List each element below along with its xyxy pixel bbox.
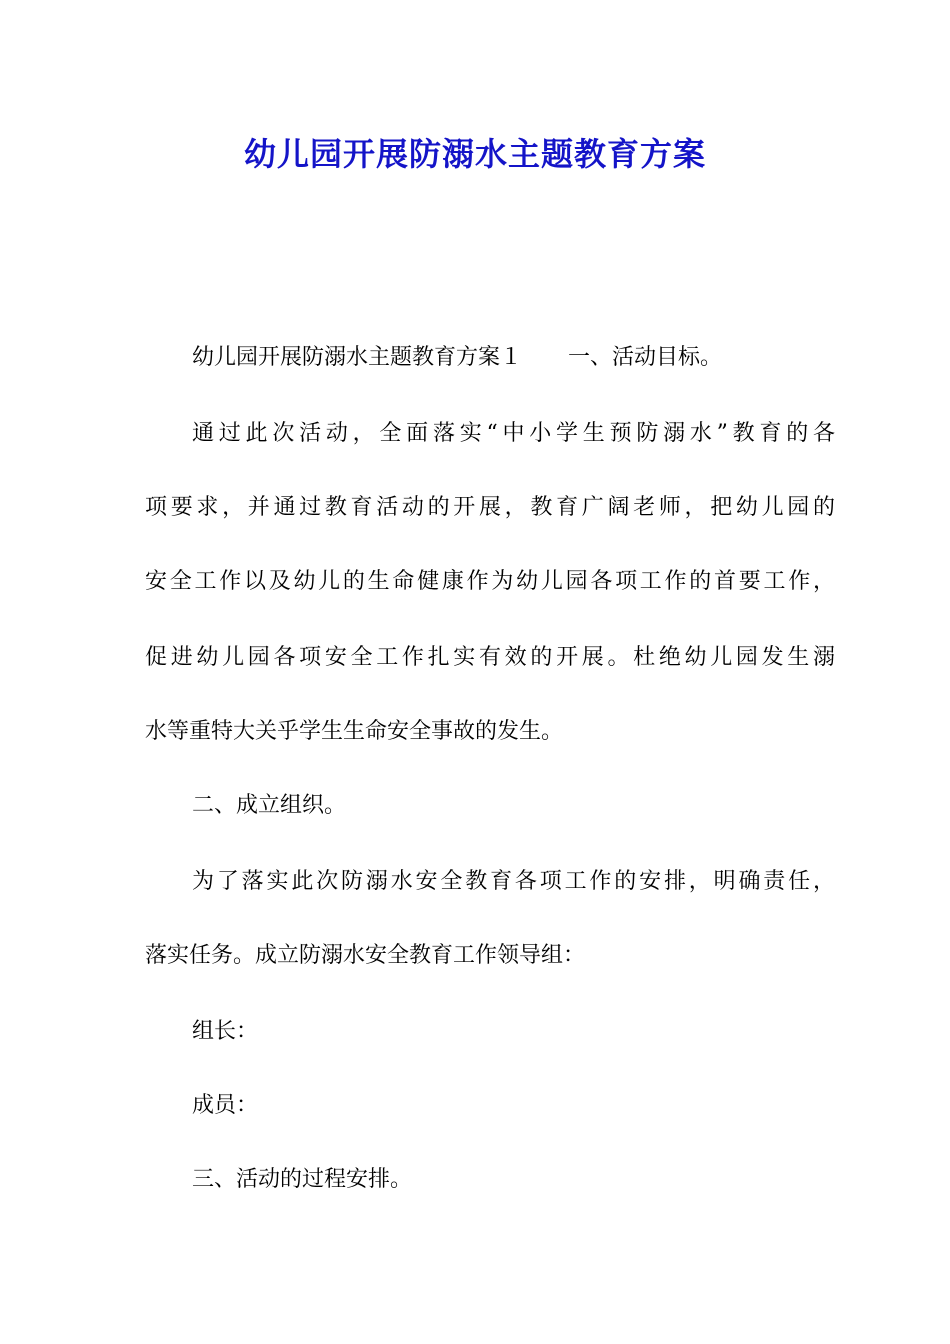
plan-number-text: 幼儿园开展防溺水主题教育方案１ bbox=[192, 345, 523, 370]
document-title: 幼儿园开展防溺水主题教育方案 bbox=[243, 135, 706, 173]
members-label: 成员： bbox=[192, 1093, 259, 1118]
paragraph-line: 项要求，并通过教育活动的开展，教育广阔老师，把幼儿园的 bbox=[145, 495, 835, 520]
leader-label: 组长： bbox=[192, 1019, 259, 1044]
section-three-heading: 三、活动的过程安排。 bbox=[192, 1167, 413, 1192]
section-two-heading: 二、成立组织。 bbox=[192, 793, 347, 818]
paragraph-line: 水等重特大关乎学生生命安全事故的发生。 bbox=[145, 719, 564, 744]
section-one-heading: 一、活动目标。 bbox=[568, 345, 723, 370]
section-heading-line bbox=[192, 342, 835, 374]
paragraph-line: 落实任务。成立防溺水安全教育工作领导组： bbox=[145, 943, 586, 968]
paragraph-line: 促进幼儿园各项安全工作扎实有效的开展。杜绝幼儿园发生溺 bbox=[145, 645, 835, 670]
paragraph-line: 为了落实此次防溺水安全教育各项工作的安排，明确责任， bbox=[192, 869, 835, 894]
paragraph-line: 安全工作以及幼儿的生命健康作为幼儿园各项工作的首要工作， bbox=[145, 569, 835, 594]
paragraph-line: 通过此次活动，全面落实“中小学生预防溺水”教育的各 bbox=[192, 421, 835, 446]
